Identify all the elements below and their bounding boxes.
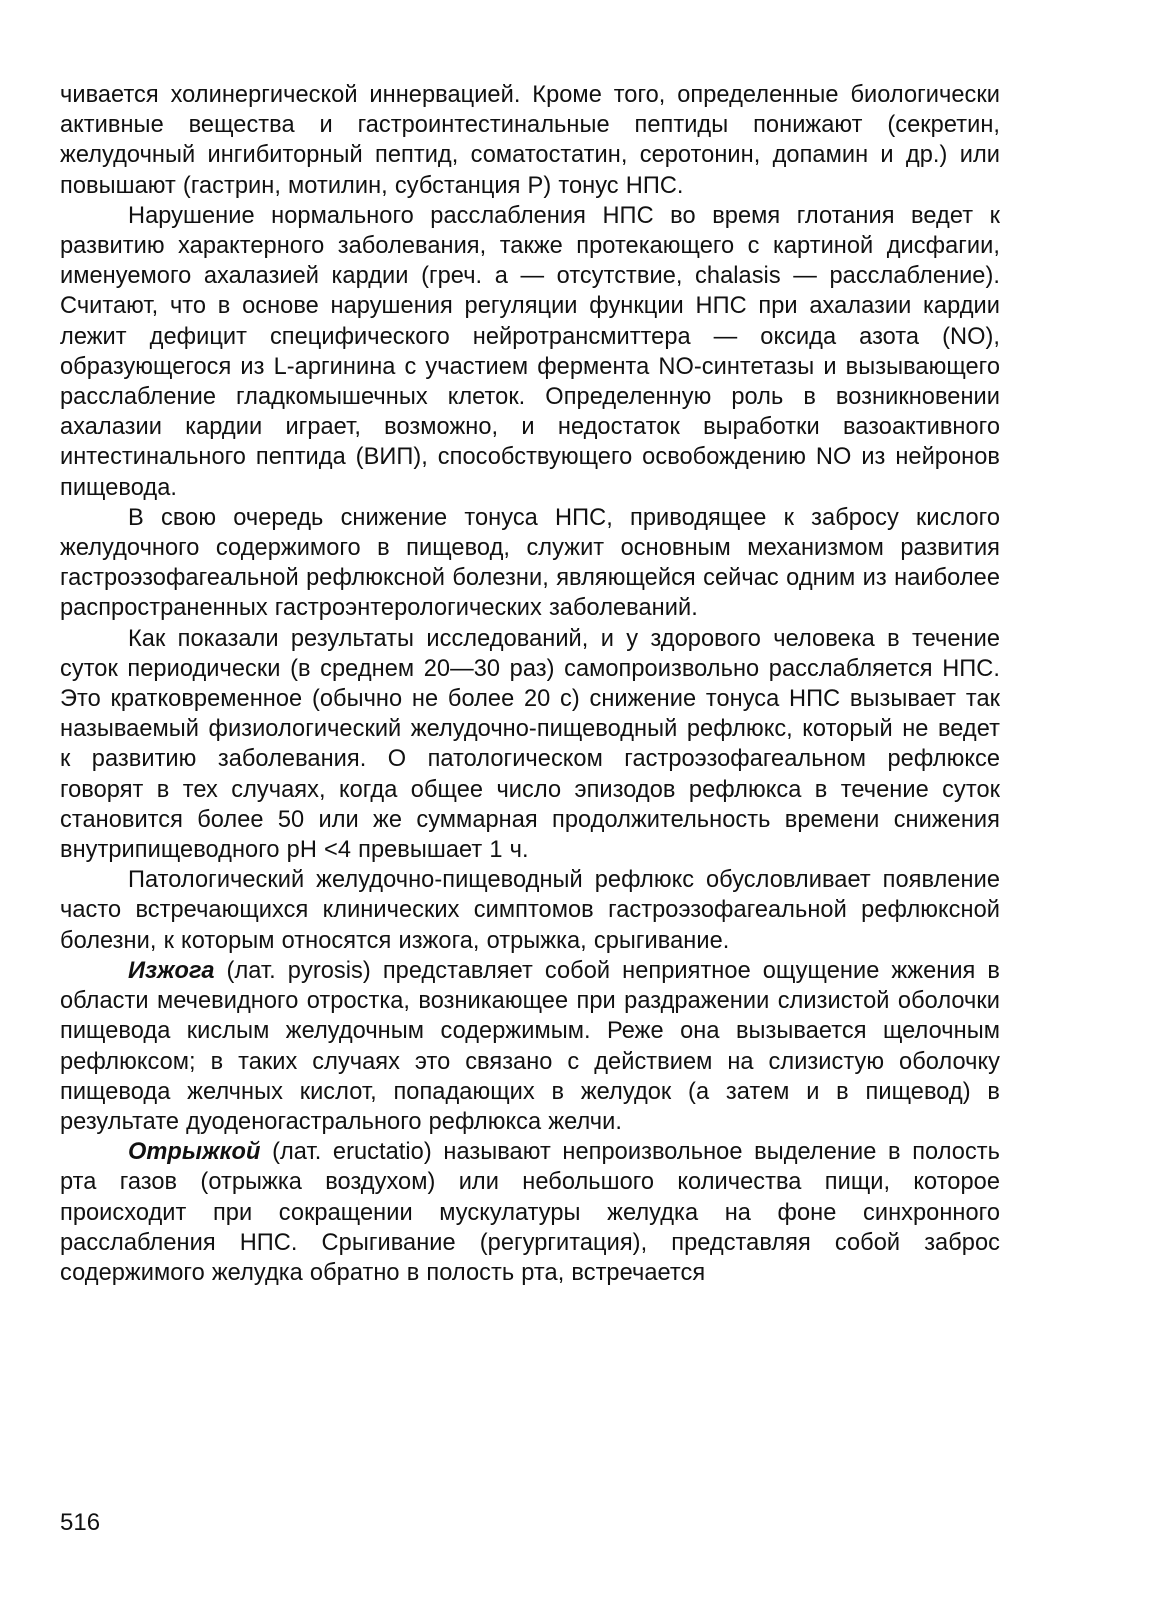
- term-belching: Отрыжкой: [128, 1139, 261, 1166]
- paragraph-achalasia: Нарушение нормального расслабления НПС во время глотания ведет к развитию характерного заболевания, также протекающего с картиной дисфагии, именуемого ахалазией кардии (греч. а — отсутствие, chalasis — расслабление). Считают, что в основе нарушения регуляции функции НПС при ахалазии кардии лежит дефицит специфического нейротрансмиттера — оксида азота (NO), образующегося из L-аргинина с участием фермента NO-синтетазы и вызывающего расслабление гладкомышечных клеток. Определенную роль в возникновении ахалазии кардии играет, возможно, и недостаток выработки вазоактивного интестинального пептида (ВИП), способствующего освобождению NO из нейронов пищевода.: [60, 202, 1000, 501]
- page-number: 516: [60, 1509, 101, 1536]
- paragraph-reflux-disease: В свою очередь снижение тонуса НПС, приводящее к забросу кислого желудочного содержимого в пищевод, служит основным механизмом развития гастроэзофагеальной рефлюксной болезни, являющейся сейчас одним из наиболее распространенных гастроэнтерологических заболеваний.: [60, 504, 1000, 622]
- belching-definition: (лат. eructatio) называют непроизвольное выделение в полость рта газов (отрыжка воздухом) или небольшого количества пищи, которое происходит при сокращении мускулатуры желудка на фоне синхронного расслабления НПС. Срыгивание (регургитация), представляя собой заброс содержимого желудка обратно в полость рта, встречается: [60, 1139, 1000, 1286]
- heartburn-definition: (лат. pyrosis) представляет собой неприятное ощущение жжения в области мечевидного отростка, возникающее при раздражении слизистой оболочки пищевода кислым желудочным содержимым. Реже она вызывается щелочным рефлюксом; в таких случаях это связано с действием на слизистую оболочку пищевода желчных кислот, попадающих в желудок (а затем и в пищевод) в результате дуоденогастрального рефлюкса желчи.: [60, 957, 1000, 1135]
- body-text: [60, 80, 1000, 1288]
- paragraph-heartburn: [60, 956, 1000, 1137]
- paragraph-symptoms: Патологический желудочно-пищеводный рефлюкс обусловливает появление часто встречающихся клинических симптомов гастроэзофагеальной рефлюксной болезни, к которым относятся изжога, отрыжка, срыгивание.: [60, 867, 1000, 954]
- term-heartburn: Изжога: [128, 957, 215, 984]
- paragraph-belching: [60, 1137, 1000, 1288]
- paragraph-physiological-reflux: Как показали результаты исследований, и у здорового человека в течение суток периодически (в среднем 20—30 раз) самопроизвольно расслабляется НПС. Это кратковременное (обычно не более 20 с) снижение тонуса НПС вызывает так называемый физиологический желудочно-пищеводный рефлюкс, который не ведет к развитию заболевания. О патологическом гастроэзофагеальном рефлюксе говорят в тех случаях, когда общее число эпизодов рефлюкса в течение суток становится более 50 или же суммарная продолжительность времени снижения внутрипищеводного pH <4 превышает 1 ч.: [60, 625, 1000, 864]
- paragraph-continuation: чивается холинергической иннервацией. Кроме того, определенные биологически активные вещества и гастроинтестинальные пептиды понижают (секретин, желудочный ингибиторный пептид, соматостатин, серотонин, допамин и др.) или повышают (гастрин, мотилин, субстанция Р) тонус НПС.: [60, 82, 1000, 199]
